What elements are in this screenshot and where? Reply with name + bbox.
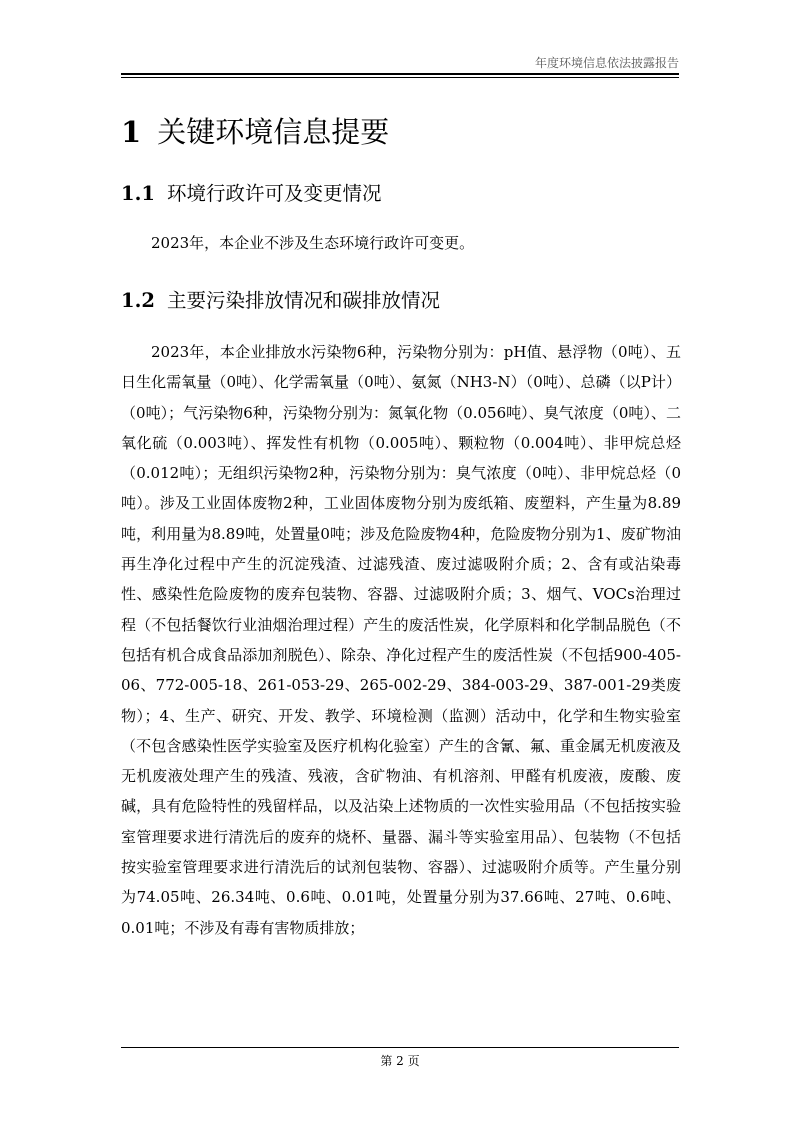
paragraph-permit-changes: 2023年，本企业不涉及生态环境行政许可变更。 bbox=[151, 234, 475, 252]
footer-rule bbox=[121, 1047, 679, 1048]
section-heading-1 bbox=[121, 110, 389, 151]
header-rule bbox=[121, 73, 679, 75]
section-title: 环境行政许可及变更情况 bbox=[166, 182, 382, 205]
paragraph-pollutant-emissions: 2023年，本企业排放水污染物6种，污染物分别为：pH值、悬浮物（0吨）、五日生化需氧量（0吨）、化学需氧量（0吨）、氨氮（NH3-N）（0吨）、总磷（以P计）（0吨）；气污染物6种，污染物分别为：氮氧化物（0.056吨）、臭气浓度（0吨）、二氧化硫（0.003吨）、挥发性有机物（0.005吨）、颗粒物（0.004吨）、非甲烷总烃（0.012吨）；无组织污染物2种，污染物分别为：臭气浓度（0吨）、非甲烷总烃（0吨）。涉及工业固体废物2种，工业固体废物分别为废纸箱、废塑料，产生量为8.89吨，利用量为8.89吨，处置量0吨；涉及危险废物4种，危险废物分别为1、废矿物油再生净化过程中产生的沉淀残渣、过滤残渣、废过滤吸附介质；2、含有或沾染毒性、感染性危险废物的废弃包装物、容器、过滤吸附介质；3、烟气、VOCs治理过程（不包括餐饮行业油烟治理过程）产生的废活性炭，化学原料和化学制品脱色（不包括有机合成食品添加剂脱色）、除杂、净化过程产生的废活性炭（不包括900-405-06、772-005-18、261-053-29、265-002-29、384-003-29、387-001-29类废物）；4、生产、研究、开发、教学、环境检测（监测）活动中，化学和生物实验室（不包含感染性医学实验室及医疗机构化验室）产生的含氰、氟、重金属无机废液及无机废液处理产生的残渣、残液，含矿物油、有机溶剂、甲醛有机废液，废酸、废碱，具有危险特性的残留样品，以及沾染上述物质的一次性实验用品（不包括按实验室管理要求进行清洗后的废弃的烧杯、量器、漏斗等实验室用品）、包装物（不包括按实验室管理要求进行清洗后的试剂包装物、容器）、过滤吸附介质等。产生量分别为74.05吨、26.34吨、0.6吨、0.01吨，处置量分别为37.66吨、27吨、0.6吨、0.01吨；不涉及有毒有害物质排放； bbox=[121, 343, 681, 937]
section-title: 主要污染排放情况和碳排放情况 bbox=[166, 289, 440, 312]
running-header: 年度环境信息依法披露报告 bbox=[534, 56, 679, 70]
section-number: 1.1 bbox=[121, 182, 155, 205]
page-number: 第 2 页 bbox=[380, 1054, 420, 1068]
section-title: 关键环境信息提要 bbox=[157, 115, 390, 149]
section-number: 1 bbox=[121, 115, 142, 149]
section-heading-1-1 bbox=[121, 178, 381, 206]
section-number: 1.2 bbox=[121, 289, 155, 312]
section-heading-1-2 bbox=[121, 285, 440, 313]
